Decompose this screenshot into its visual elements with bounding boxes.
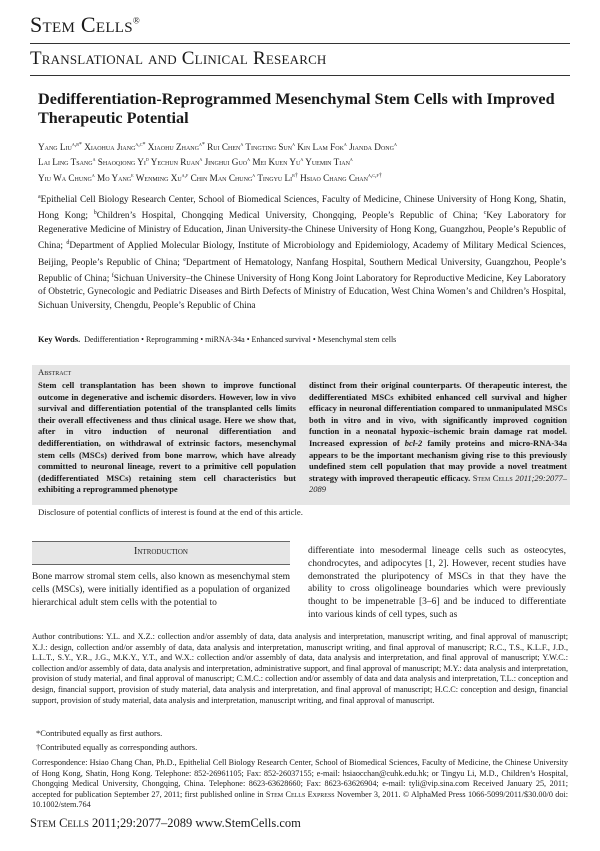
keywords-label: Key Words. bbox=[38, 335, 81, 344]
author-affiliation-mark: a* bbox=[198, 142, 205, 148]
abstract-column-right bbox=[309, 380, 567, 496]
journal-name bbox=[30, 12, 140, 38]
author-name: Hsiao Chang Chan bbox=[300, 172, 368, 183]
author-name: Yang Liu bbox=[38, 142, 72, 153]
author-affiliation-mark: a bbox=[199, 157, 203, 164]
correspondence-text-1: Correspondence: Hsiao Chang Chan, Ph.D., Epithelial Cell Biology Research Center, School of Biomedical Sciences, Faculty of Medicine, the Chinese University of Hong Kong, Shatin, Hong Kong. Telephone: 852-26961105; Fax: 852-26037155; e-mail: hsiaocchan@cuhk.edu.hk; or Tingyu Li, M.D., Children’s Hospital, Chongqing Medical University, Chongqing, China. Telephone: 8623-63628660; Fax: 8623-63626904; e-mail: tyli@vip.sina.com Received January 25, 2011; accepted for publication September 27, 2011; first published online in bbox=[32, 758, 568, 799]
affiliation-text: Department of Hematology, Nanfang Hospital, Southern Medical University, Guangzhou, People’s Republic of China; bbox=[38, 257, 566, 285]
abstract-text-2: family proteins and micro-RNA-34a appears to be the important mechanism giving rise to this previously undefined stem cell population that may provide a novel treatment strategy with improved therapeutic efficacy. bbox=[309, 437, 567, 483]
author-affiliation-mark: a,c* bbox=[135, 142, 146, 148]
author-name: Tingyu Li bbox=[257, 172, 293, 183]
author-affiliation-mark: e bbox=[131, 172, 134, 179]
affiliation-text: Sichuan University–the Chinese University of Hong Kong Joint Laboratory for Reproductive Medicine, Key Laboratory of Obstetric, Gynecologic and Pediatric Diseases and Birth Defects of Ministry of Education, West China Women’s and Children’s Hospital, Sichuan University, Chengdu, People’s Republic of China bbox=[38, 274, 566, 311]
affiliation-mark: b bbox=[93, 210, 97, 217]
journal-title: Stem Cells bbox=[30, 12, 133, 37]
author-name: Xiaohu Zhang bbox=[147, 142, 199, 153]
author-name: Yuemin Tian bbox=[305, 157, 350, 168]
author-affiliation-mark: a bbox=[247, 157, 251, 164]
correspondence bbox=[32, 758, 568, 811]
author-affiliation-mark: a bbox=[240, 142, 244, 148]
footnote-first-authors: *Contributed equally as first authors. bbox=[36, 728, 163, 738]
abstract-citation-journal: Stem Cells bbox=[472, 472, 513, 483]
author-line-1 bbox=[38, 142, 397, 152]
introduction-heading: Introduction bbox=[134, 546, 188, 557]
affiliation-mark: a bbox=[38, 194, 41, 200]
author-affiliation-mark: a bbox=[349, 157, 353, 164]
author-line-3 bbox=[38, 173, 382, 183]
author-affiliation-mark: a,c,f† bbox=[367, 172, 382, 179]
affiliation-text: Children’s Hospital, Chongqing Medical University, Chongqing, People’s Republic of China; bbox=[96, 211, 484, 222]
keywords bbox=[38, 335, 568, 344]
author-name: Rui Chen bbox=[207, 142, 241, 153]
footer-citation: 2011;29:2077–2089 bbox=[92, 816, 193, 830]
author-affiliation-mark: b† bbox=[292, 172, 298, 179]
page-footer bbox=[30, 816, 301, 831]
author-affiliation-mark: a,b* bbox=[71, 142, 82, 148]
author-name: Tingting Sun bbox=[245, 142, 293, 153]
correspondence-text-2: November 3, 2011. © AlphaMed Press 1066-5099/2011/$30.00/0 doi: 10.1002/stem.764 bbox=[32, 789, 569, 810]
author-name: Kin Lam Fok bbox=[297, 142, 344, 153]
abstract-text-1: distinct from their original counterparts. Of therapeutic interest, the dedifferentiated MSCs exhibited enhanced cell survival and higher efficacy in neuronal differentiation compared to unmanipulated MSCs both in vitro and in vivo, with significantly improved cognition function in a neonatal hypoxic–ischemic brain damage rat model. Increased expression of bbox=[309, 380, 567, 448]
affiliation-text: Key Laboratory for Regenerative Medicine of Ministry of Education, Jinan University-the Chinese University of Hong Kong, Guangzhou, People’s Republic of China; bbox=[38, 211, 566, 252]
author-affiliation-mark: a bbox=[252, 172, 256, 179]
author-affiliation-mark: a bbox=[343, 142, 347, 148]
footer-website: www.StemCells.com bbox=[195, 816, 301, 830]
author-affiliation-mark: a bbox=[92, 157, 96, 164]
author-affiliation-mark: a,f bbox=[181, 172, 189, 179]
author-name: Chin Man Chung bbox=[190, 172, 253, 183]
affiliation-mark: f bbox=[111, 272, 114, 279]
gene-name: bcl-2 bbox=[404, 437, 423, 448]
author-name: Yiu Wa Chung bbox=[38, 172, 92, 183]
article-title: Dedifferentiation-Reprogrammed Mesenchymal Stem Cells with Improved Therapeutic Potential bbox=[38, 90, 555, 127]
intro-text-left: Bone marrow stromal stem cells, also known as mesenchymal stem cells (MSCs), were initially identified as a population of organized hierarchical adult stem cells with the potential to bbox=[32, 572, 290, 608]
affiliation-mark: e bbox=[183, 256, 186, 263]
affiliation-mark: d bbox=[66, 240, 70, 247]
author-line-2 bbox=[38, 157, 353, 167]
author-name: Jinghui Guo bbox=[204, 157, 248, 168]
registered-mark: ® bbox=[132, 15, 141, 26]
author-name: Mo Yang bbox=[97, 172, 132, 183]
author-contributions: Author contributions: Y.L. and X.Z.: collection and/or assembly of data, data analysis and interpretation, manuscript writing, and final approval of manuscript; X.J.: design, collection and/or assembly of data, data analysis and interpretation, manuscript writing, and final approval of manuscript; R.C., T.S., K.L.F., J.D., L.L.T., S.Y., Y.R., J.G., M.K.Y., Y.T., and W.X.: collection and/or assembly of data, data analysis and interpretation, and final approval of manuscript; Y.W.C.: collection and/or assembly of data, data analysis and interpretation, administrative support, and final approval of manuscript; M.Y.: data analysis and interpretation, provision of study material, and final approval of manuscript; C.M.C.: collection and/or assembly of data and data analysis and interpretation, T.L.: conception and design, financial support, provision of study material, data analysis and interpretation, and final approval of manuscript; H.C.C: conception and design, financial support, provision of study material, data analysis and interpretation, manuscript writing, and final approval of manuscript. bbox=[32, 632, 568, 705]
affiliation-text: Department of Applied Molecular Biology, Institute of Microbiology and Epidemiology, Academy of Military Medical Sciences, Beijing, People’s Republic of China; bbox=[38, 241, 567, 268]
author-name: Jianda Dong bbox=[349, 142, 394, 153]
author-name: Shaoqiong Yi bbox=[97, 157, 146, 168]
abstract-box bbox=[32, 365, 570, 505]
header-rule-top bbox=[30, 43, 570, 44]
abstract-citation-ref: 2011;29:2077–2089 bbox=[309, 472, 568, 495]
author-affiliation-mark: a bbox=[91, 172, 95, 179]
author-affiliation-mark: a bbox=[393, 142, 397, 148]
author-list bbox=[38, 139, 563, 185]
section-heading: Translational and Clinical Research bbox=[30, 48, 327, 69]
author-name: Wenming Xu bbox=[135, 172, 182, 183]
abstract-heading: Abstract bbox=[38, 367, 72, 377]
author-name: Yechun Ruan bbox=[150, 157, 200, 168]
affiliation-mark: c bbox=[483, 210, 487, 217]
introduction-heading-box bbox=[32, 541, 290, 565]
author-affiliation-mark: a bbox=[300, 157, 304, 164]
disclosure-note: Disclosure of potential conflicts of interest is found at the end of this article. bbox=[38, 507, 303, 517]
footnote-corresponding-authors: †Contributed equally as corresponding authors. bbox=[36, 742, 198, 752]
author-affiliation-mark: d bbox=[145, 157, 149, 164]
author-name: Mei Kuen Yu bbox=[252, 157, 301, 168]
abstract-column-left: Stem cell transplantation has been shown to improve functional outcome in degenerative and ischemic disorders. However, low in vivo survival and differentiation potential of the transplanted cells limits their overall effectiveness and thus clinical usage. Here we show that, after in vitro induction of neuronal differentiation and dedifferentiation, on withdrawal of extrinsic factors, mesenchymal stem cells (MSCs) derived from bone marrow, which have already committed to neuronal lineage, revert to a primitive cell population (dedifferentiated MSCs) retaining stem cell characteristics but exhibiting a reprogrammed phenotype bbox=[38, 380, 296, 495]
footer-journal: Stem Cells bbox=[30, 816, 89, 830]
keywords-list: Dedifferentiation • Reprogramming • miRNA-34a • Enhanced survival • Mesenchymal stem cells bbox=[84, 335, 397, 344]
author-name: Lai Ling Tsang bbox=[38, 157, 93, 168]
header-rule-bottom bbox=[30, 75, 570, 76]
author-affiliation-mark: a bbox=[292, 142, 295, 148]
affiliations bbox=[38, 191, 566, 313]
intro-text-right: differentiate into mesodermal lineage cells such as osteocytes, chondrocytes, and adipocytes [1, 2]. However, recent studies have demonstrated the pluripotency of MSCs in that they have the ability to cross oligolineage boundaries which were previously thought to be impenetrable [3–6] and be induced to differentiate into various kinds of cell types, such as bbox=[308, 546, 566, 620]
affiliation-text: Epithelial Cell Biology Research Center, School of Biomedical Sciences, Faculty of Medicine, Chinese University of Hong Kong, Shatin, Hong Kong; bbox=[38, 195, 566, 222]
correspondence-journal: Stem Cells Express bbox=[265, 789, 335, 799]
author-name: Xiaohua Jiang bbox=[84, 142, 136, 153]
